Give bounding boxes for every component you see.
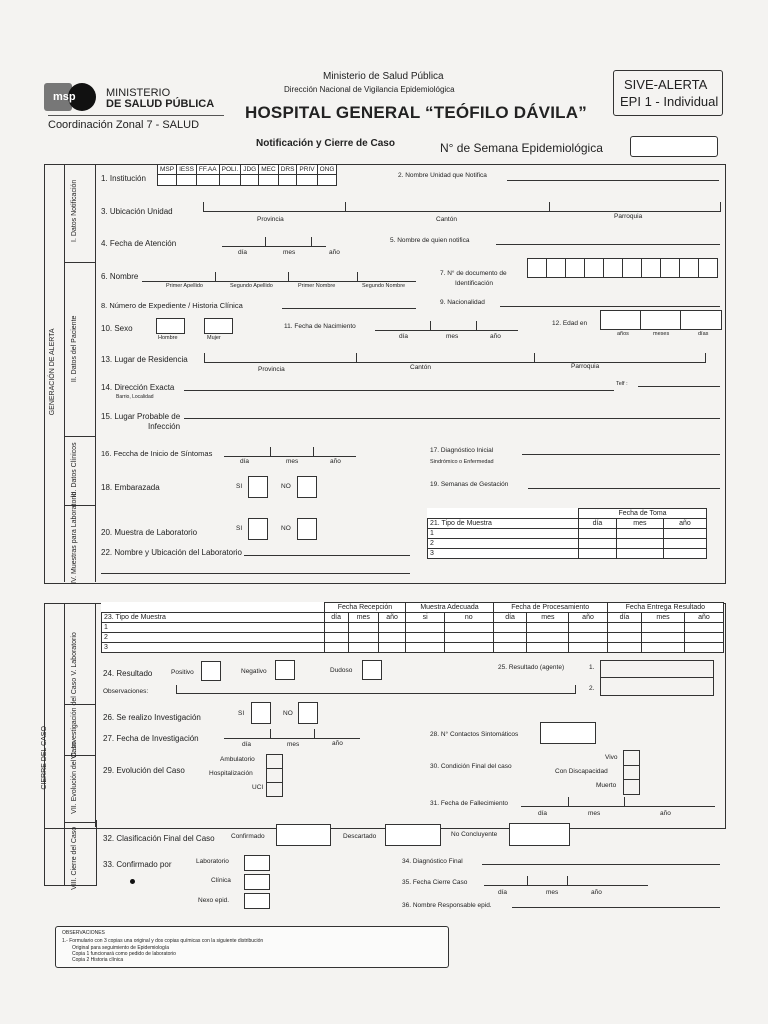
field31-label: 31. Fecha de Fallecimiento — [430, 800, 509, 807]
negativo-box[interactable] — [275, 660, 295, 680]
header-title1: Ministerio de Salud Pública — [323, 71, 444, 82]
field20-label: 20. Muestra de Laboratorio — [101, 528, 198, 537]
condicion-boxes[interactable] — [623, 750, 640, 795]
edad-dias: días — [698, 331, 709, 337]
f27-anio: año — [332, 740, 343, 747]
adecuada-si: si — [406, 613, 444, 623]
institution-checkbox[interactable] — [278, 175, 297, 186]
positivo-label: Positivo — [171, 669, 194, 676]
res-canton: Cantón — [410, 364, 431, 371]
field12-label: 12. Edad en — [552, 320, 588, 327]
institution-header: IESS — [177, 165, 197, 175]
notes-line3: Copia 1 funcionará como pedido de laboratorio — [72, 951, 176, 957]
notes-line1: 1.- Formulario con 3 copias una original y dos copias químicas con la siguiente distribución — [62, 938, 264, 944]
field36-label: 36. Nombre Responsable epid. — [402, 902, 492, 909]
field6-label: 6. Nombre — [101, 272, 139, 281]
field34-label: 34. Diagnóstico Final — [402, 858, 463, 865]
negativo-label: Negativo — [241, 668, 267, 675]
lab-tipo-muestra: 23. Tipo de Muestra — [102, 613, 325, 623]
rec-mes: mes — [348, 613, 378, 623]
field5-label: 5. Nombre de quien notifica — [390, 237, 470, 244]
sexo-hombre-box[interactable] — [156, 318, 185, 334]
field32-label: 32. Clasificación Final del Caso — [103, 834, 215, 843]
ministry-line2: DE SALUD PÚBLICA — [106, 98, 215, 110]
institution-checkbox[interactable] — [196, 175, 219, 186]
discapacidad-label: Con Discapacidad — [555, 768, 608, 775]
field26-label: 26. Se realizo Investigación — [103, 713, 201, 722]
institution-checkbox[interactable] — [259, 175, 278, 186]
field11-label: 11. Fecha de Nacimiento — [284, 323, 356, 330]
muerto-label: Muerto — [596, 782, 617, 789]
id-digit-box[interactable] — [565, 258, 585, 278]
ambulatorio-label: Ambulatorio — [220, 756, 255, 763]
adecuada-no: no — [444, 613, 493, 623]
institution-table — [157, 164, 337, 186]
field24-label: 24. Resultado — [103, 669, 153, 678]
field16-label: 16. Feccha de Inicio de Síntomas — [101, 449, 213, 458]
clinica-box[interactable] — [244, 874, 270, 890]
f31-dia: día — [538, 810, 548, 817]
toma-anio: año — [663, 519, 706, 529]
field29-label: 29. Evolución del Caso — [103, 766, 185, 775]
resultado-2: 2. — [589, 685, 595, 692]
f11-mes: mes — [446, 333, 459, 340]
section7-label: VII. Evolución del Caso — [71, 741, 79, 814]
institution-checkbox[interactable] — [219, 175, 241, 186]
lab-row[interactable]: 3 — [102, 643, 724, 653]
msp-logo — [44, 83, 100, 113]
notes-line4: Copia 2 Historia clínica — [72, 957, 124, 963]
toma-mes: mes — [616, 519, 663, 529]
lab-results-table — [101, 602, 724, 653]
embarazada-si-box[interactable] — [248, 476, 268, 498]
resultado-1: 1. — [589, 664, 595, 671]
field33-label: 33. Confirmado por — [103, 860, 172, 869]
institution-header: POLI. — [219, 165, 241, 175]
telf-label: Telf : — [616, 381, 628, 387]
notes-title: OBSERVACIONES — [62, 930, 105, 936]
field27-label: 27. Fecha de Investigación — [103, 734, 199, 743]
muestra-no-box[interactable] — [297, 518, 317, 540]
sample-row[interactable]: 1 — [428, 529, 707, 539]
fecha-entrega-header: Fecha Entrega Resultado — [607, 603, 723, 613]
segundo-apellido: Segundo Apellido — [230, 283, 273, 289]
form-title: Notificación y Cierre de Caso — [256, 138, 395, 149]
muestra-si-box[interactable] — [248, 518, 268, 540]
laboratorio-label: Laboratorio — [196, 858, 229, 865]
lab-row[interactable]: 2 — [102, 633, 724, 643]
field2-label: 2. Nombre Unidad que Notifica — [398, 172, 487, 179]
f26-no: NO — [283, 710, 293, 717]
uci-label: UCI — [252, 784, 264, 791]
ubic-parroquia: Parroquia — [614, 213, 643, 220]
f35-dia: día — [498, 889, 508, 896]
section2-label: II. Datos del Paciente — [71, 315, 79, 383]
id-digit-box[interactable] — [679, 258, 699, 278]
field25-label: 25. Resultado (agente) — [498, 664, 565, 671]
fecha-procesamiento-header: Fecha de Procesamiento — [493, 603, 607, 613]
segundo-nombre: Segundo Nombre — [362, 283, 406, 289]
f27-dia: día — [242, 741, 252, 748]
id-digit-box[interactable] — [584, 258, 604, 278]
mujer-label: Mujer — [207, 335, 221, 341]
field7-sub: Identificación — [455, 280, 493, 287]
primer-apellido: Primer Apellido — [166, 283, 203, 289]
section8-label: VIII. Cierre del Caso — [71, 826, 79, 890]
vivo-label: Vivo — [605, 754, 618, 761]
tipo-muestra-header: 21. Tipo de Muestra — [428, 519, 579, 529]
field28-label: 28. N° Contactos Sintomáticos — [430, 731, 519, 738]
f31-mes: mes — [588, 810, 601, 817]
evolucion-boxes[interactable] — [266, 754, 283, 797]
proc-mes: mes — [527, 613, 569, 623]
field13-label: 13. Lugar de Residencia — [101, 355, 188, 364]
toma-dia: día — [579, 519, 617, 529]
coordination: Coordinación Zonal 7 - SALUD — [48, 119, 200, 131]
gen-alerta-label: GENERACIÓN DE ALERTA — [49, 328, 57, 416]
f20-si: SI — [236, 525, 243, 532]
f20-no: NO — [281, 525, 291, 532]
section6-label: VI. Investigación del Caso — [71, 677, 79, 759]
sample-type-table — [427, 508, 707, 559]
resultado-agente-box[interactable] — [600, 660, 714, 696]
ubic-canton: Cantón — [436, 216, 457, 223]
section1-label: I. Datos Notificación — [71, 179, 79, 242]
institution-header: ONG — [317, 165, 337, 175]
edad-meses: meses — [653, 331, 670, 337]
edad-box[interactable] — [600, 310, 722, 330]
rec-dia: día — [324, 613, 348, 623]
id-digit-box[interactable] — [660, 258, 680, 278]
field9-label: 9. Nacionalidad — [440, 299, 485, 306]
institution-header: MEC — [259, 165, 278, 175]
nexo-label: Nexo epid. — [198, 897, 230, 904]
field19-label: 19. Semanas de Gestación — [430, 481, 509, 488]
edad-anios: años — [617, 331, 629, 337]
f11-dia: día — [399, 333, 409, 340]
f4-mes: mes — [283, 249, 296, 256]
institution-checkbox[interactable] — [158, 175, 177, 186]
ent-mes: mes — [642, 613, 685, 623]
field1-label: 1. Institución — [101, 174, 146, 183]
f11-anio: año — [490, 333, 501, 340]
field22-label: 22. Nombre y Ubicación del Laboratorio — [101, 548, 242, 557]
id-digit-box[interactable] — [641, 258, 661, 278]
sexo-mujer-box[interactable] — [204, 318, 233, 334]
f31-anio: año — [660, 810, 671, 817]
f4-dia: día — [238, 249, 248, 256]
no-concluyente-box[interactable] — [509, 823, 570, 846]
embarazada-no-box[interactable] — [297, 476, 317, 498]
investigacion-no-box[interactable] — [298, 702, 318, 724]
sample-row[interactable]: 3 — [428, 549, 707, 559]
dudoso-label: Dudoso — [330, 667, 353, 674]
sive-line2: EPI 1 - Individual — [620, 94, 719, 109]
contactos-box[interactable] — [540, 722, 596, 744]
week-label: N° de Semana Epidemiológica — [440, 141, 603, 155]
f35-anio: año — [591, 889, 602, 896]
institution-checkbox[interactable] — [297, 175, 317, 186]
institution-checkbox[interactable] — [177, 175, 197, 186]
descartado-box[interactable] — [385, 824, 441, 846]
notes-line2: Original para seguimiento de Epidemiología — [72, 945, 170, 951]
logo-text: msp — [53, 91, 76, 103]
header-title2: Dirección Nacional de Vigilancia Epidemiológica — [284, 85, 455, 94]
laboratorio-box[interactable] — [244, 855, 270, 871]
investigacion-si-box[interactable] — [251, 702, 271, 724]
hombre-label: Hombre — [158, 335, 178, 341]
ubic-provincia: Provincia — [257, 216, 284, 223]
hospital-name: HOSPITAL GENERAL “TEÓFILO DÁVILA” — [245, 103, 587, 122]
institution-header: PRIV — [297, 165, 317, 175]
institution-header: DRS — [278, 165, 297, 175]
field7-label: 7. N° de documento de — [440, 270, 507, 277]
positivo-box[interactable] — [201, 661, 221, 681]
f35-mes: mes — [546, 889, 559, 896]
field14-label: 14. Dirección Exacta — [101, 383, 175, 392]
field8-label: 8. Número de Expediente / Historia Clínica — [101, 301, 243, 310]
id-digit-box[interactable] — [546, 258, 566, 278]
res-provincia: Provincia — [258, 366, 285, 373]
lab-row[interactable]: 1 — [102, 623, 724, 633]
proc-dia: día — [493, 613, 527, 623]
field30-label: 30. Condición Final del caso — [430, 763, 512, 770]
f18-si: SI — [236, 483, 243, 490]
field10-label: 10. Sexo — [101, 324, 133, 333]
field4-label: 4. Fecha de Atención — [101, 239, 177, 248]
dudoso-box[interactable] — [362, 660, 382, 680]
institution-header: FF.AA — [196, 165, 219, 175]
field3-label: 3. Ubicación Unidad — [101, 207, 173, 216]
confirmado-box[interactable] — [276, 824, 331, 846]
ent-dia: día — [607, 613, 641, 623]
proc-anio: año — [569, 613, 607, 623]
f26-si: SI — [238, 710, 245, 717]
nexo-box[interactable] — [244, 893, 270, 909]
obs-label: Observaciones: — [103, 688, 149, 695]
institution-header: MSP — [158, 165, 177, 175]
fecha-recepcion-header: Fecha Recepción — [324, 603, 406, 613]
clinica-label: Clínica — [211, 877, 231, 884]
id-digit-box[interactable] — [622, 258, 642, 278]
field18-label: 18. Embarazada — [101, 483, 160, 492]
confirmado-label: Confirmado — [231, 833, 265, 840]
sive-line1: SIVE-ALERTA — [624, 77, 708, 92]
ent-anio: año — [684, 613, 723, 623]
fecha-toma-header: Fecha de Toma — [579, 509, 707, 519]
id-digit-box[interactable] — [698, 258, 718, 278]
f18-no: NO — [281, 483, 291, 490]
institution-checkbox[interactable] — [317, 175, 337, 186]
f16-dia: día — [240, 458, 250, 465]
res-parroquia: Parroquia — [571, 363, 600, 370]
sample-row[interactable]: 2 — [428, 539, 707, 549]
institution-checkbox[interactable] — [241, 175, 259, 186]
f27-mes: mes — [287, 741, 300, 748]
descartado-label: Descartado — [343, 833, 377, 840]
f16-anio: año — [330, 458, 341, 465]
field35-label: 35. Fecha Cierre Caso — [402, 879, 468, 886]
field17-sub: Sindrómico o Enfermedad — [430, 459, 494, 465]
institution-header: JDG — [241, 165, 259, 175]
f16-mes: mes — [286, 458, 299, 465]
field15-sub: Infección — [148, 422, 181, 431]
bullet-dot — [130, 879, 135, 884]
rec-anio: año — [378, 613, 406, 623]
id-digit-box[interactable] — [603, 258, 623, 278]
muestra-adecuada-header: Muestra Adecuada — [406, 603, 493, 613]
f4-anio: año — [329, 249, 340, 256]
field17-label: 17. Diagnóstico Inicial — [430, 447, 494, 454]
id-digit-box[interactable] — [527, 258, 547, 278]
section5-label: V. Laboratorio — [71, 632, 79, 676]
no-concluyente-label: No Concluyente — [451, 831, 498, 838]
section4-label: IV. Muestras para Laboratorio — [71, 491, 79, 584]
hospitalizacion-label: Hospitalización — [209, 770, 253, 777]
field15-label: 15. Lugar Probable de — [101, 412, 181, 421]
field14-sub: Barrio, Localidad — [116, 394, 154, 400]
cierre-label: CIERRE DEL CASO — [41, 726, 49, 790]
section3-label: III. Datos Clínicos — [71, 442, 79, 498]
week-input[interactable] — [630, 136, 718, 157]
primer-nombre: Primer Nombre — [298, 283, 336, 289]
ministry-line1: MINISTERIO — [106, 87, 171, 99]
